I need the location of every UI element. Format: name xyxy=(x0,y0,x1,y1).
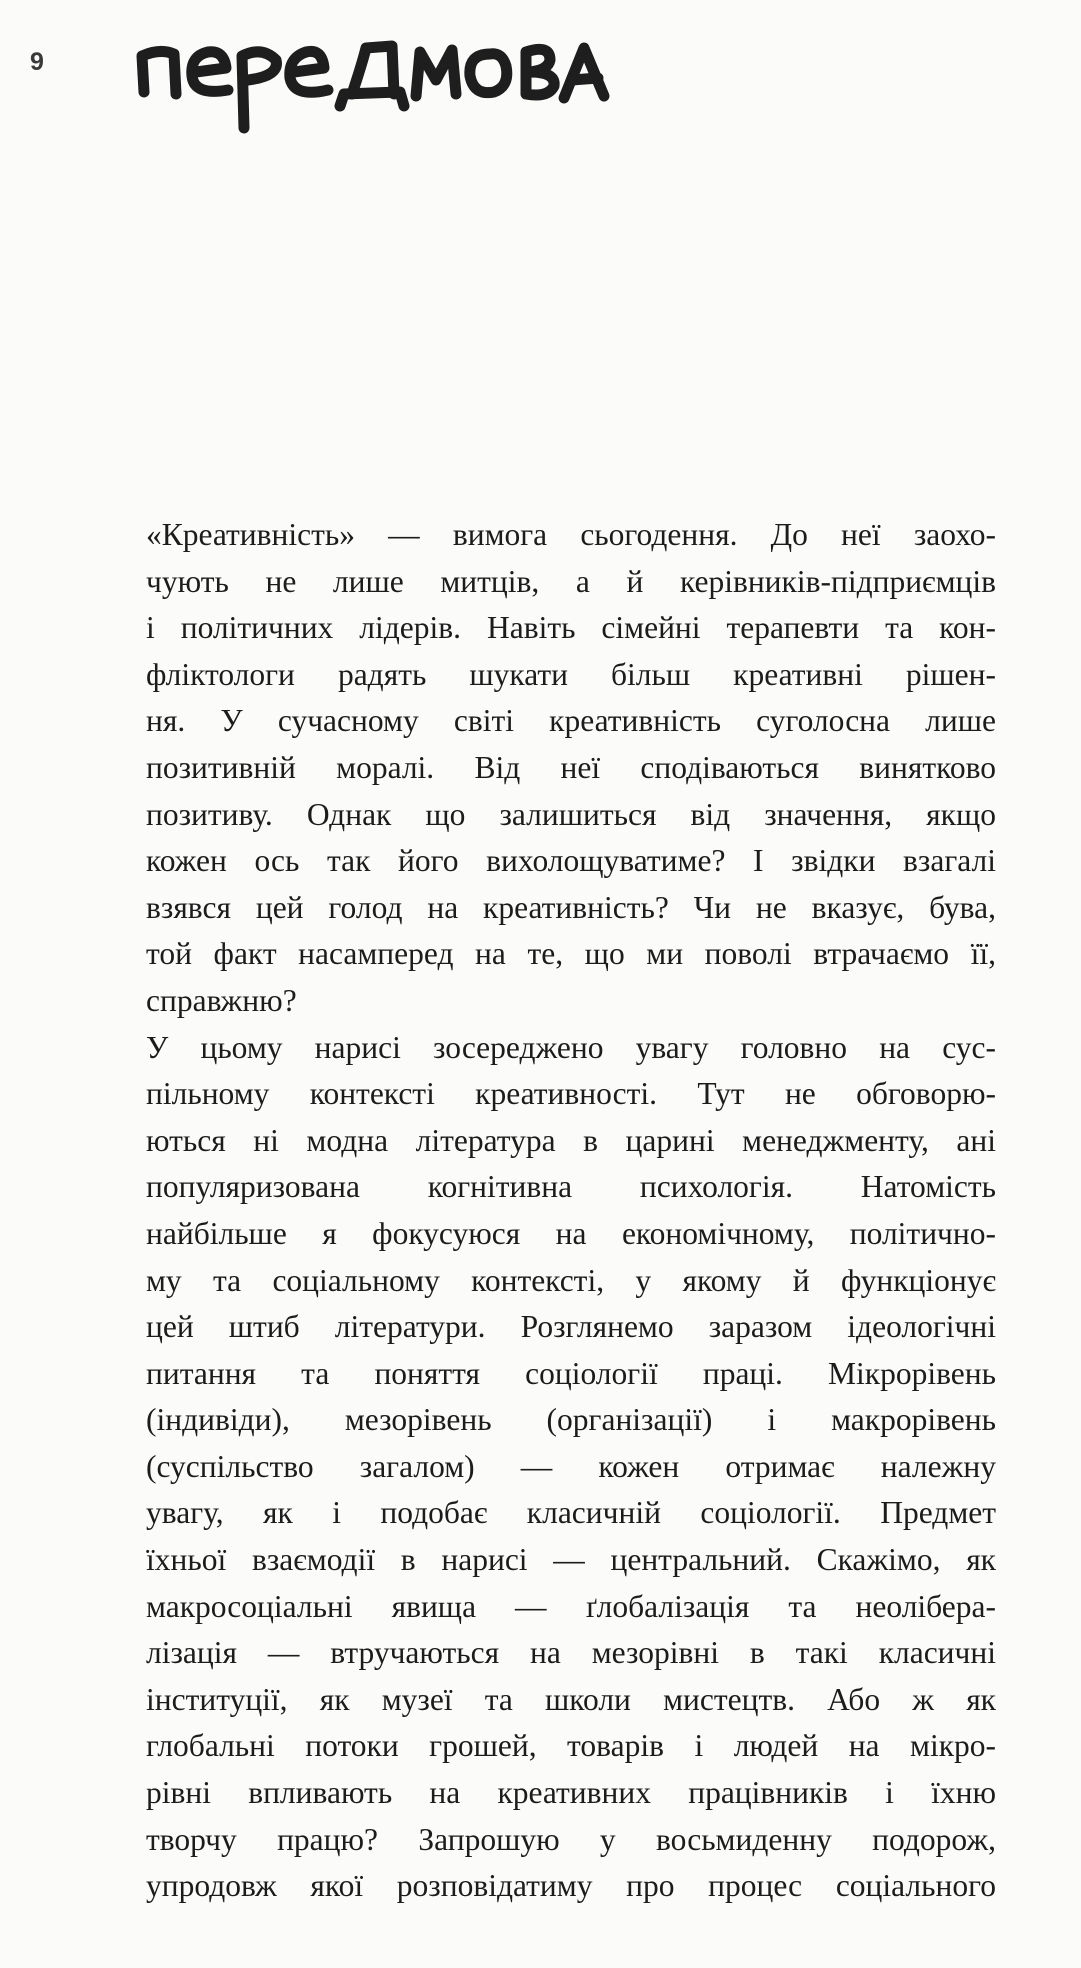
page-number: 9 xyxy=(30,48,44,76)
text-line: їхньої взаємодії в нарисі — центральний. Скажімо, як xyxy=(146,1542,996,1578)
text-line: справжню? xyxy=(146,982,297,1018)
text-line: (індивіди), мезорівень (організації) і макрорівень xyxy=(146,1402,996,1438)
text-line: популяризована когнітивна психологія. Натомість xyxy=(146,1169,996,1205)
text-line: ються ні модна література в царині менеджменту, ані xyxy=(146,1122,996,1158)
text-line: найбільше я фокусуюся на економічному, політично- xyxy=(146,1215,996,1251)
text-line: той факт насамперед на те, що ми поволі втрачаємо її, xyxy=(146,936,996,972)
text-line: творчу працю? Запрошую у восьмиденну подорож, xyxy=(146,1821,996,1857)
text-line: макросоціальні явища — ґлобалізація та неоліберa- xyxy=(146,1588,996,1624)
text-line: му та соціальному контексті, у якому й функціонує xyxy=(146,1262,996,1298)
text-line: (суспільство загалом) — кожен отримає належну xyxy=(146,1448,996,1484)
text-line: упродовж якої розповідатиму про процес соціального xyxy=(146,1868,996,1904)
text-line: глобальні потоки грошей, товарів і людей на мікро- xyxy=(146,1728,996,1764)
text-line: і політичних лідерів. Навіть сімейні терапевти та кон- xyxy=(146,610,996,646)
body-text xyxy=(146,512,996,1910)
paragraph-2 xyxy=(146,1025,996,1910)
text-line: цей штиб літератури. Розглянемо заразом ідеологічні xyxy=(146,1309,996,1345)
text-line: чують не лише митців, а й керівників-підприємців xyxy=(146,563,996,599)
text-line: фліктологи радять шукати більш креативні рішен- xyxy=(146,656,996,692)
text-line: У цьому нарисі зосереджено увагу головно на сус- xyxy=(146,1029,996,1065)
text-line: питання та поняття соціології праці. Мікрорівень xyxy=(146,1355,996,1391)
text-line: позитивній моралі. Від неї сподіваються винятково xyxy=(146,749,996,785)
text-line: позитиву. Однак що залишиться від значення, якщо xyxy=(146,796,996,832)
text-line: ня. У сучасному світі креативність суголосна лише xyxy=(146,703,996,739)
text-line: пільному контексті креативності. Тут не обговорю- xyxy=(146,1076,996,1112)
text-line: лізація — втручаються на мезорівні в такі класичні xyxy=(146,1635,996,1671)
paragraph-1 xyxy=(146,512,996,1025)
chapter-title xyxy=(130,14,620,144)
text-line: взявся цей голод на креативність? Чи не вказує, бува, xyxy=(146,889,996,925)
text-line: кожен ось так його вихолощуватиме? І звідки взагалі xyxy=(146,843,996,879)
text-line: «Креативність» — вимога сьогодення. До неї заохо- xyxy=(146,517,996,552)
text-line: інституції, як музеї та школи мистецтв. Або ж як xyxy=(146,1681,996,1717)
handwritten-title-drawing xyxy=(130,14,620,144)
text-line: рівні впливають на креативних працівників і їхню xyxy=(146,1775,996,1811)
text-line: увагу, як і подобає класичній соціології. Предмет xyxy=(146,1495,996,1531)
